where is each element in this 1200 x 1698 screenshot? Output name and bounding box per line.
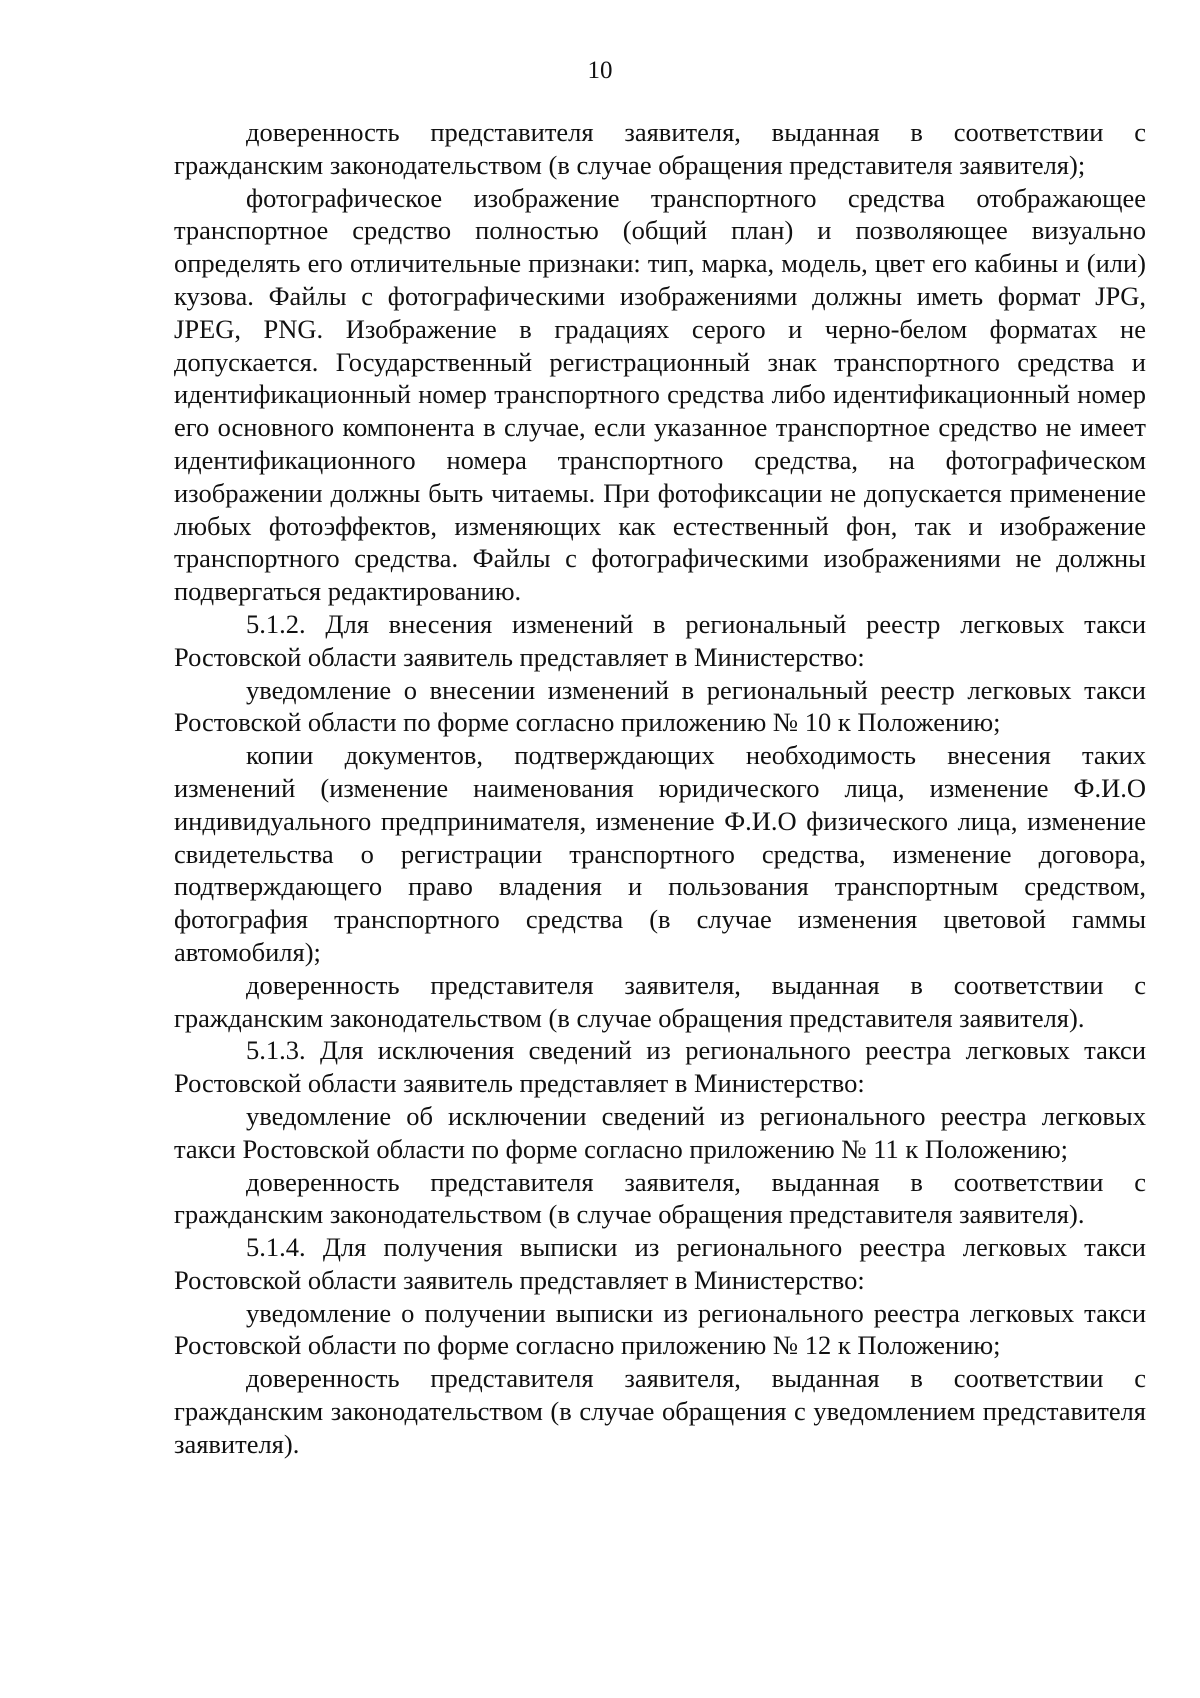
paragraph-exclusion-notice: уведомление об исключении сведений из регионального реестра легковых такси Ростовской области по форме согласно приложению № 11 к Положению; <box>174 1100 1146 1164</box>
paragraph-document-copies: копии документов, подтверждающих необходимость внесения таких изменений (изменение наименования юридического лица, изменение Ф.И.О индивидуального предпринимателя, изменение Ф.И.О физического лица, изменение свидетельства о регистрации транспортного средства, изменение договора, подтверждающего право владения и пользования транспортным средством, фотография транспортного средства (в случае изменения цветовой гаммы автомобиля); <box>174 740 1146 967</box>
paragraph-power-of-attorney-2: доверенность представителя заявителя, выданная в соответствии с гражданским законодательством (в случае обращения представителя заявителя). <box>174 969 1146 1033</box>
paragraph-section-5-1-3: 5.1.3. Для исключения сведений из регионального реестра легковых такси Ростовской области заявитель представляет в Министерство: <box>174 1035 1146 1099</box>
paragraph-extract-notice: уведомление о получении выписки из регионального реестра легковых такси Ростовской области по форме согласно приложению № 12 к Положению; <box>174 1297 1146 1361</box>
paragraph-power-of-attorney-3: доверенность представителя заявителя, выданная в соответствии с гражданским законодательством (в случае обращения представителя заявителя). <box>174 1166 1146 1230</box>
paragraph-power-of-attorney-1: доверенность представителя заявителя, выданная в соответствии с гражданским законодательством (в случае обращения представителя заявителя); <box>174 117 1146 180</box>
paragraph-vehicle-photo: фотографическое изображение транспортного средства отображающее транспортное средство полностью (общий план) и позволяющее визуально определять его отличительные признаки: тип, марка, модель, цвет его кабины и (или) кузова. Файлы с фотографическими изображениями должны иметь формат JPG, JPEG, PNG. Изображение в градациях серого и черно-белом форматах не допускается. Государственный регистрационный знак транспортного средства и идентификационный номер транспортного средства либо идентификационный номер его основного компонента в случае, если указанное транспортное средство не имеет идентификационного номера транспортного средства, на фотографическом изображении должны быть читаемы. При фотофиксации не допускается применение любых фотоэффектов, изменяющих как естественный фон, так и изображение транспортного средства. Файлы с фотографическими изображениями не должны подвергаться редактированию. <box>174 182 1146 607</box>
document-body <box>174 116 1146 1461</box>
page-number: 10 <box>587 57 613 84</box>
paragraph-change-notice: уведомление о внесении изменений в региональный реестр легковых такси Ростовской области по форме согласно приложению № 10 к Положению; <box>174 674 1146 738</box>
paragraph-section-5-1-4: 5.1.4. Для получения выписки из регионального реестра легковых такси Ростовской области заявитель представляет в Министерство: <box>174 1232 1146 1295</box>
paragraph-section-5-1-2: 5.1.2. Для внесения изменений в региональный реестр легковых такси Ростовской области заявитель представляет в Министерство: <box>174 608 1146 672</box>
paragraph-power-of-attorney-4: доверенность представителя заявителя, выданная в соответствии с гражданским законодательством (в случае обращения с уведомлением представителя заявителя). <box>174 1363 1146 1459</box>
